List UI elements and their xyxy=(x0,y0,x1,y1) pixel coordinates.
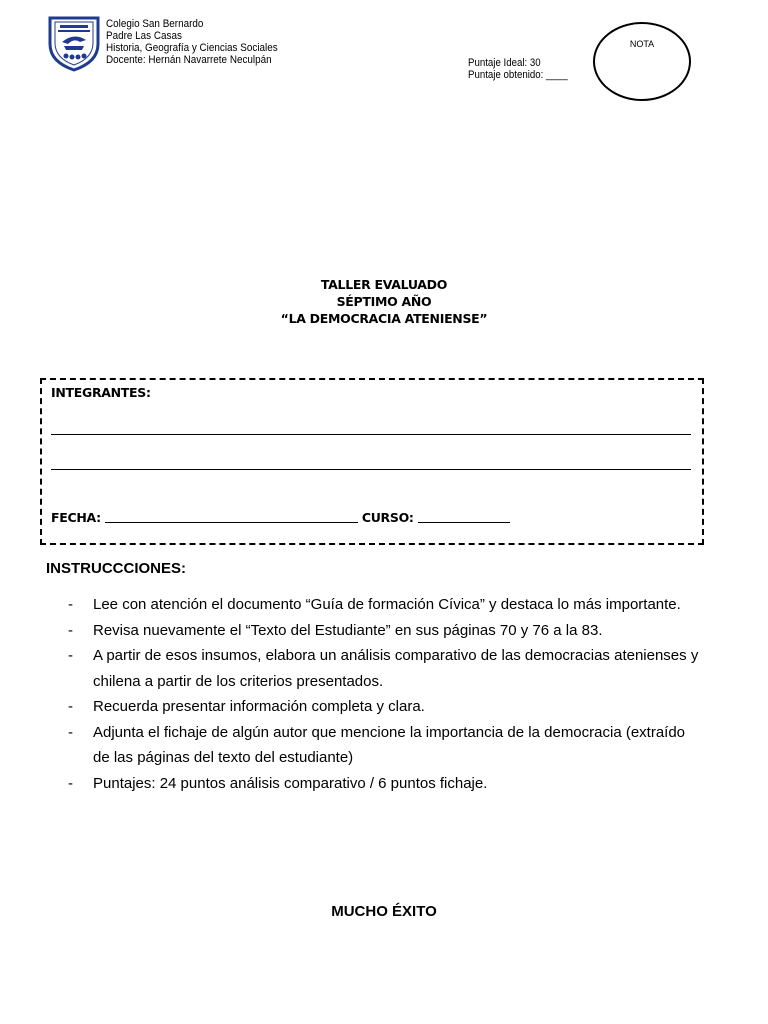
bullet-dash: - xyxy=(68,698,73,715)
instruction-line: chilena a partir de los criterios presentados. xyxy=(93,672,384,690)
bullet-dash: - xyxy=(68,723,73,741)
instruction-text xyxy=(93,771,487,797)
instruction-item xyxy=(68,643,728,694)
members-label: INTEGRANTES: xyxy=(51,385,151,400)
members-box xyxy=(40,378,704,545)
instructions-list xyxy=(68,592,728,796)
date-label: FECHA: xyxy=(51,510,101,525)
title-line-3: “LA DEMOCRACIA ATENIENSE” xyxy=(280,311,488,326)
instruction-text xyxy=(93,694,425,720)
bullet-dash: - xyxy=(68,596,73,613)
member-blank-line-1 xyxy=(51,434,691,435)
instruction-item xyxy=(68,618,728,644)
instruction-text xyxy=(93,643,698,694)
instruction-item xyxy=(68,771,728,797)
instruction-line: de las páginas del texto del estudiante) xyxy=(93,749,354,766)
score-ideal: Puntaje Ideal: 30 xyxy=(468,57,541,69)
grade-label: NOTA xyxy=(629,39,655,49)
grade-circle xyxy=(593,22,691,101)
bullet-dash: - xyxy=(68,621,73,639)
title-line-1: TALLER EVALUADO xyxy=(320,277,448,292)
member-blank-line-2 xyxy=(51,469,691,470)
instruction-line: Puntajes: 24 puntos análisis comparativo / 6 puntos fichaje. xyxy=(93,774,488,792)
instruction-line: Revisa nuevamente el “Texto del Estudiante” en sus páginas 70 y 76 a la 83. xyxy=(93,621,603,639)
instruction-item xyxy=(68,694,728,720)
score-info xyxy=(468,57,568,81)
date-course-row xyxy=(51,510,514,525)
school-crest-logo xyxy=(46,14,102,72)
school-name: Colegio San Bernardo xyxy=(106,18,204,30)
instruction-text xyxy=(93,618,602,644)
title-line-2: SÉPTIMO AÑO xyxy=(336,294,432,309)
course-label: CURSO: xyxy=(361,510,414,525)
instruction-item xyxy=(68,720,728,771)
instructions-heading: INSTRUCCCIONES: xyxy=(46,560,187,577)
teacher-name: Docente: Hernán Navarrete Neculpán xyxy=(106,54,272,66)
instruction-text xyxy=(93,720,685,771)
document-title xyxy=(0,276,768,327)
course-blank-line xyxy=(418,510,510,523)
school-header xyxy=(106,18,278,66)
instruction-line: Recuerda presentar información completa y clara. xyxy=(93,698,425,715)
date-blank-line xyxy=(105,510,358,523)
instruction-item xyxy=(68,592,728,618)
instruction-text xyxy=(93,592,681,618)
instruction-line: A partir de esos insumos, elabora un análisis comparativo de las democracias atenienses y xyxy=(93,647,699,664)
instruction-line: Lee con atención el documento “Guía de formación Cívica” y destaca lo más importante. xyxy=(93,596,681,613)
school-city: Padre Las Casas xyxy=(106,30,182,42)
score-obtained: Puntaje obtenido: ____ xyxy=(468,69,568,81)
bullet-dash: - xyxy=(68,647,73,664)
bullet-dash: - xyxy=(68,774,73,792)
closing-message: MUCHO ÉXITO xyxy=(331,903,437,920)
instruction-line: Adjunta el fichaje de algún autor que mencione la importancia de la democracia (extraído xyxy=(93,723,686,741)
subject-name: Historia, Geografía y Ciencias Sociales xyxy=(106,42,278,54)
